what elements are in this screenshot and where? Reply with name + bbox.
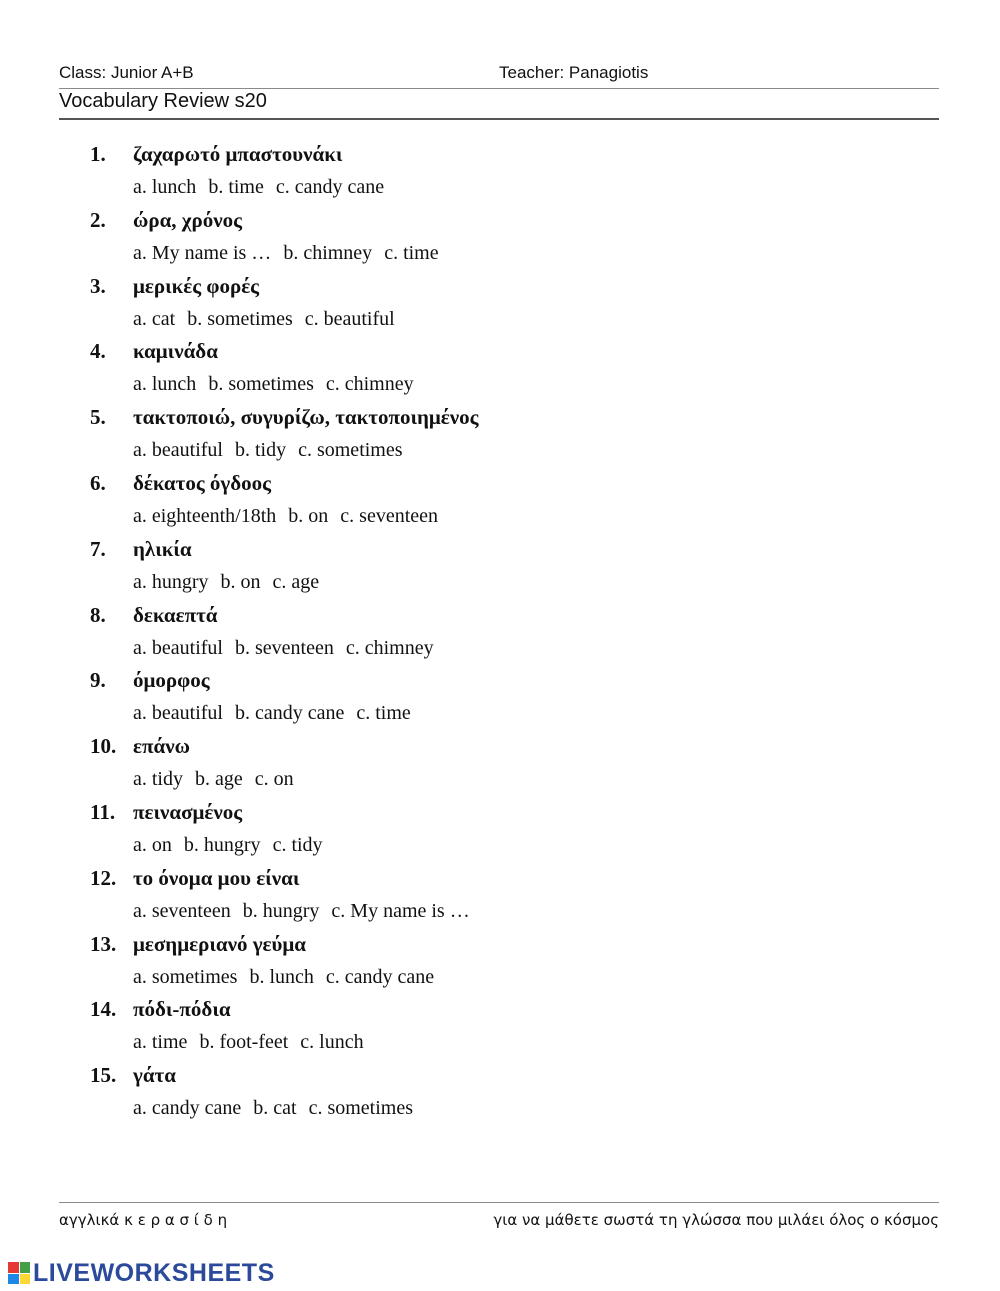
greek-word: γάτα: [133, 1063, 176, 1088]
question-item: [90, 1063, 910, 1129]
question-number: 4.: [90, 339, 106, 364]
logo-square-4: [20, 1274, 31, 1285]
question-item: [90, 668, 910, 734]
answer-option[interactable]: b. lunch: [249, 965, 314, 988]
answer-option[interactable]: c. lunch: [300, 1031, 364, 1054]
answer-option[interactable]: a. tidy: [133, 768, 183, 791]
footer-left-text: αγγλικά κ ε ρ α σ ί δ η: [59, 1211, 228, 1229]
answer-option[interactable]: a. sometimes: [133, 965, 238, 988]
answer-options: [133, 900, 482, 923]
answer-option[interactable]: b. hungry: [242, 899, 320, 922]
answer-option[interactable]: b. sometimes: [187, 307, 293, 330]
question-item: [90, 997, 910, 1063]
greek-word: ηλικία: [133, 536, 192, 561]
question-number: 10.: [90, 734, 117, 759]
answer-option[interactable]: a. cat: [133, 307, 176, 330]
answer-options: [133, 242, 451, 265]
answer-option[interactable]: a. hungry: [133, 570, 209, 593]
answer-options: [133, 308, 407, 331]
question-number: 7.: [90, 536, 106, 561]
question-number: 14.: [90, 997, 117, 1022]
question-number: 6.: [90, 470, 106, 495]
answer-option[interactable]: c. candy cane: [325, 965, 435, 988]
question-item: [90, 471, 910, 537]
question-number: 12.: [90, 865, 117, 890]
question-number: 11.: [90, 799, 116, 824]
answer-option[interactable]: b. time: [208, 176, 264, 198]
answer-option[interactable]: c. seventeen: [340, 504, 439, 527]
logo-text: LIVEWORKSHEETS: [33, 1258, 275, 1287]
answer-option[interactable]: b. chimney: [283, 241, 373, 264]
question-item: [90, 734, 910, 800]
question-list: [90, 142, 910, 1129]
answer-option[interactable]: a. beautiful: [133, 702, 223, 725]
worksheet-title: Vocabulary Review s20: [59, 90, 267, 112]
greek-word: μερικές φορές: [133, 273, 260, 298]
answer-option[interactable]: a. lunch: [133, 176, 197, 198]
answer-option[interactable]: c. on: [254, 768, 294, 791]
greek-word: ώρα, χρόνος: [133, 207, 242, 232]
answer-option[interactable]: c. time: [356, 702, 411, 725]
answer-options: [133, 439, 415, 462]
answer-option[interactable]: c. chimney: [345, 636, 434, 659]
liveworksheets-logo[interactable]: [8, 1259, 275, 1287]
answer-option[interactable]: c. tidy: [272, 833, 323, 856]
greek-word: πόδι-πόδια: [133, 997, 231, 1022]
question-item: [90, 932, 910, 998]
greek-word: δεκαεπτά: [133, 602, 218, 627]
answer-option[interactable]: b. cat: [253, 1097, 297, 1120]
answer-options: [133, 768, 306, 791]
question-number: 9.: [90, 668, 106, 693]
question-number: 15.: [90, 1063, 117, 1088]
answer-options: [133, 176, 396, 199]
greek-word: μεσημεριανό γεύμα: [133, 931, 307, 956]
answer-option[interactable]: a. beautiful: [133, 636, 223, 659]
worksheet-header: [59, 60, 939, 89]
worksheet-title-bar: [59, 88, 939, 120]
answer-options: [133, 373, 426, 396]
answer-options: [133, 966, 446, 989]
answer-option[interactable]: b. seventeen: [234, 636, 334, 659]
footer-divider: [59, 1202, 939, 1203]
answer-option[interactable]: b. candy cane: [234, 702, 345, 725]
answer-options: [133, 1031, 376, 1054]
answer-option[interactable]: a. eighteenth/18th: [133, 504, 277, 527]
answer-option[interactable]: c. time: [384, 241, 439, 264]
answer-option[interactable]: a. My name is …: [133, 241, 272, 264]
answer-option[interactable]: b. hungry: [183, 833, 261, 856]
question-item: [90, 866, 910, 932]
answer-options: [133, 505, 450, 528]
answer-options: [133, 1097, 425, 1120]
question-item: [90, 537, 910, 603]
answer-options: [133, 571, 331, 594]
question-number: 8.: [90, 602, 106, 627]
answer-option[interactable]: b. tidy: [234, 439, 287, 462]
greek-word: τακτοποιώ, συγυρίζω, τακτοποιημένος: [133, 405, 479, 430]
greek-word: καμινάδα: [133, 339, 218, 364]
greek-word: δέκατος όγδοος: [133, 470, 272, 495]
answer-option[interactable]: a. lunch: [133, 373, 197, 396]
teacher-label: Teacher: Panagiotis: [499, 63, 649, 82]
greek-word: πεινασμένος: [133, 799, 243, 824]
answer-option[interactable]: b. sometimes: [208, 373, 314, 396]
question-item: [90, 274, 910, 340]
question-number: 3.: [90, 273, 106, 298]
greek-word: το όνομα μου είναι: [133, 865, 300, 890]
logo-square-1: [8, 1262, 19, 1273]
question-number: 5.: [90, 405, 106, 430]
question-item: [90, 603, 910, 669]
answer-option[interactable]: c. beautiful: [304, 307, 395, 330]
answer-option[interactable]: a. seventeen: [133, 899, 231, 922]
answer-option[interactable]: a. beautiful: [133, 439, 223, 462]
answer-option[interactable]: b. on: [220, 570, 261, 593]
greek-word: όμορφος: [133, 668, 210, 693]
answer-option[interactable]: c. age: [272, 570, 320, 593]
question-item: [90, 208, 910, 274]
greek-word: ζαχαρωτό μπαστουνάκι: [133, 142, 343, 166]
answer-option[interactable]: a. time: [133, 1031, 188, 1054]
footer-right-text: για να μάθετε σωστά τη γλώσσα που μιλάει όλος ο κόσμος: [493, 1211, 939, 1229]
answer-option[interactable]: a. on: [133, 833, 172, 856]
class-label: Class: Junior A+B: [59, 63, 194, 82]
question-item: [90, 800, 910, 866]
answer-option[interactable]: c. sometimes: [298, 439, 403, 462]
answer-option[interactable]: c. sometimes: [308, 1097, 414, 1120]
answer-option[interactable]: c. candy cane: [275, 176, 385, 198]
answer-options: [133, 834, 335, 857]
logo-icon: [8, 1262, 30, 1284]
answer-option[interactable]: b. foot-feet: [199, 1031, 289, 1054]
answer-option[interactable]: b. on: [288, 504, 329, 527]
question-item: [90, 142, 910, 208]
answer-option[interactable]: c. My name is …: [331, 899, 470, 922]
logo-square-3: [8, 1274, 19, 1285]
answer-options: [133, 702, 423, 725]
answer-options: [133, 637, 446, 660]
question-number: 2.: [90, 207, 106, 232]
answer-option[interactable]: b. age: [195, 768, 243, 791]
question-item: [90, 339, 910, 405]
question-number: 13.: [90, 931, 117, 956]
greek-word: επάνω: [133, 734, 190, 759]
question-item: [90, 405, 910, 471]
logo-square-2: [20, 1262, 31, 1273]
answer-option[interactable]: c. chimney: [325, 373, 414, 396]
question-number: 1.: [90, 142, 106, 166]
answer-option[interactable]: a. candy cane: [133, 1097, 242, 1120]
